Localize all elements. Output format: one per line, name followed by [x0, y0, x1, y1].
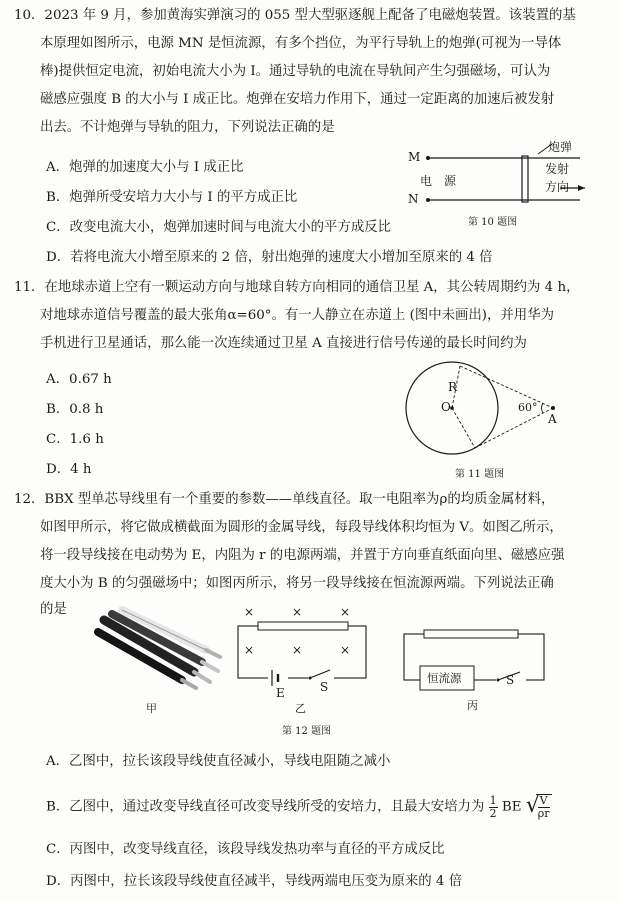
q12-option-b-sqrt-den: ρr: [537, 807, 550, 820]
q12-line-3: 将一段导线接在电动势为 E，内阻为 r 的电源两端，并置于方向垂直纸面向里、磁感应强: [40, 548, 565, 563]
q12-label-bing: 丙: [467, 699, 478, 712]
q12-line-5: 的是: [40, 602, 67, 617]
q12-label-yi: 乙: [295, 702, 306, 715]
q10-option-c: C．改变电流大小，炮弹加速时间与电流大小的平方成反比: [46, 220, 392, 235]
q12-field-cross-4: ×: [244, 643, 255, 657]
q11-label-a: A: [548, 412, 557, 426]
q10-label-shell: 炮弹: [548, 140, 573, 154]
q12-label-source: 恒流源: [427, 671, 462, 685]
q12-option-a: A．乙图中，拉长该段导线使直径减小，导线电阻随之减小: [46, 754, 391, 769]
q12-field-cross-6: ×: [340, 643, 351, 657]
q12-label-e: E: [276, 686, 285, 700]
q12-field-cross-3: ×: [340, 605, 351, 619]
q12-label-s2: S: [506, 673, 515, 687]
q11-line-2: 对地球赤道信号覆盖的最大张角α=60°。有一人静立在赤道上 (图中未画出)，并用华为: [40, 308, 554, 323]
q12-line-2: 如图甲所示，将它做成横截面为圆形的金属导线，每段导线体积均恒为 V。如图乙所示，: [40, 520, 563, 535]
q12-line-1: 12．BBX 型单芯导线里有一个重要的参数——单线直径。取一电阻率为ρ的均质金属材料，: [14, 492, 555, 507]
q11-line-1: 11．在地球赤道上空有一颗运动方向与地球自转方向相同的通信卫星 A，其公转周期约为 4 h，: [14, 280, 580, 295]
q12-field-cross-1: ×: [244, 605, 255, 619]
q11-option-d: D．4 h: [46, 462, 92, 477]
q11-option-b: B．0.8 h: [46, 402, 104, 417]
q12-option-b-fraction: [489, 795, 498, 820]
q10-line-4: 磁感应强度 B 的大小与 I 成正比。炮弹在安培力作用下，通过一定距离的加速后被发射: [40, 92, 555, 107]
q10-line-3: 棒)提供恒定电流，初始电流大小为 I。通过导轨的电流在导轨间产生匀强磁场，可认为: [40, 64, 551, 79]
q10-line-1: 10．2023 年 9 月，参加黄海实弹演习的 055 型大型驱逐舰上配备了电磁炮装置。该装置的基: [14, 8, 576, 23]
q10-label-n: N: [408, 192, 419, 206]
q11-label-angle: 60°: [518, 401, 538, 414]
q12-option-b-sqrt: √ $\frac{V}{\rho r}$: [525, 793, 550, 820]
q11-label-o: O: [441, 400, 451, 414]
q12-field-cross-5: ×: [292, 643, 303, 657]
q12-field-cross-2: ×: [292, 605, 303, 619]
q10-line-2: 本原理如图所示，电源 MN 是恒流源，有多个挡位，为平行导轨上的炮弹(可视为一导体: [40, 36, 562, 51]
q12-wire-photo: [98, 610, 226, 690]
q12-option-c: C．丙图中，改变导线直径，该段导线发热功率与直径的平方成反比: [46, 842, 445, 857]
q12-figure-caption: 第 12 题图: [282, 726, 332, 737]
q12-option-b: [46, 794, 552, 820]
q12-line-4: 度大小为 B 的匀强磁场中；如图丙所示，将另一段导线接在恒流源两端。下列说法正确: [40, 576, 554, 591]
q12-constant-current-circuit: [400, 626, 550, 686]
q10-figure-caption: 第 10 题图: [468, 217, 518, 228]
q12-option-b-frac-den: 2: [489, 806, 497, 820]
q11-earth-satellite-diagram: [400, 358, 580, 462]
q10-label-dir-1: 发射: [545, 162, 570, 176]
q12-option-d: D．丙图中，拉长该段导线使直径减半，导线两端电压变为原来的 4 倍: [46, 874, 463, 889]
q11-label-r: R: [448, 380, 458, 394]
q12-option-b-sqrt-num: V: [539, 794, 548, 807]
q12-option-b-text: B．乙图中，通过改变导线直径可改变导线所受的安培力，且最大安培力为: [46, 799, 485, 815]
q12-option-b-frac-num: 1: [489, 793, 497, 807]
q11-option-c: C．1.6 h: [46, 432, 104, 447]
q10-option-b: B．炮弹所受安培力大小与 I 的平方成正比: [46, 190, 298, 205]
q10-option-a: A．炮弹的加速度大小与 I 成正比: [46, 160, 244, 175]
q11-option-a: A．0.67 h: [46, 372, 112, 387]
q10-option-d: D．若将电流大小增至原来的 2 倍，射出炮弹的速度大小增加至原来的 4 倍: [46, 250, 493, 265]
q11-line-3: 手机进行卫星通话，那么能一次连续通过卫星 A 直接进行信号传递的最长时间约为: [40, 336, 527, 351]
q10-line-5: 出去。不计炮弹与导轨的阻力，下列说法正确的是: [40, 120, 335, 135]
q10-label-m: M: [408, 150, 421, 164]
q10-label-dir-2: 方向: [545, 180, 570, 194]
q12-option-b-be: BE: [501, 799, 522, 815]
q10-label-source: 电 源: [420, 174, 457, 188]
q11-figure-caption: 第 11 题图: [455, 469, 505, 480]
q12-label-jia: 甲: [146, 702, 157, 715]
q12-label-s1: S: [320, 680, 329, 694]
